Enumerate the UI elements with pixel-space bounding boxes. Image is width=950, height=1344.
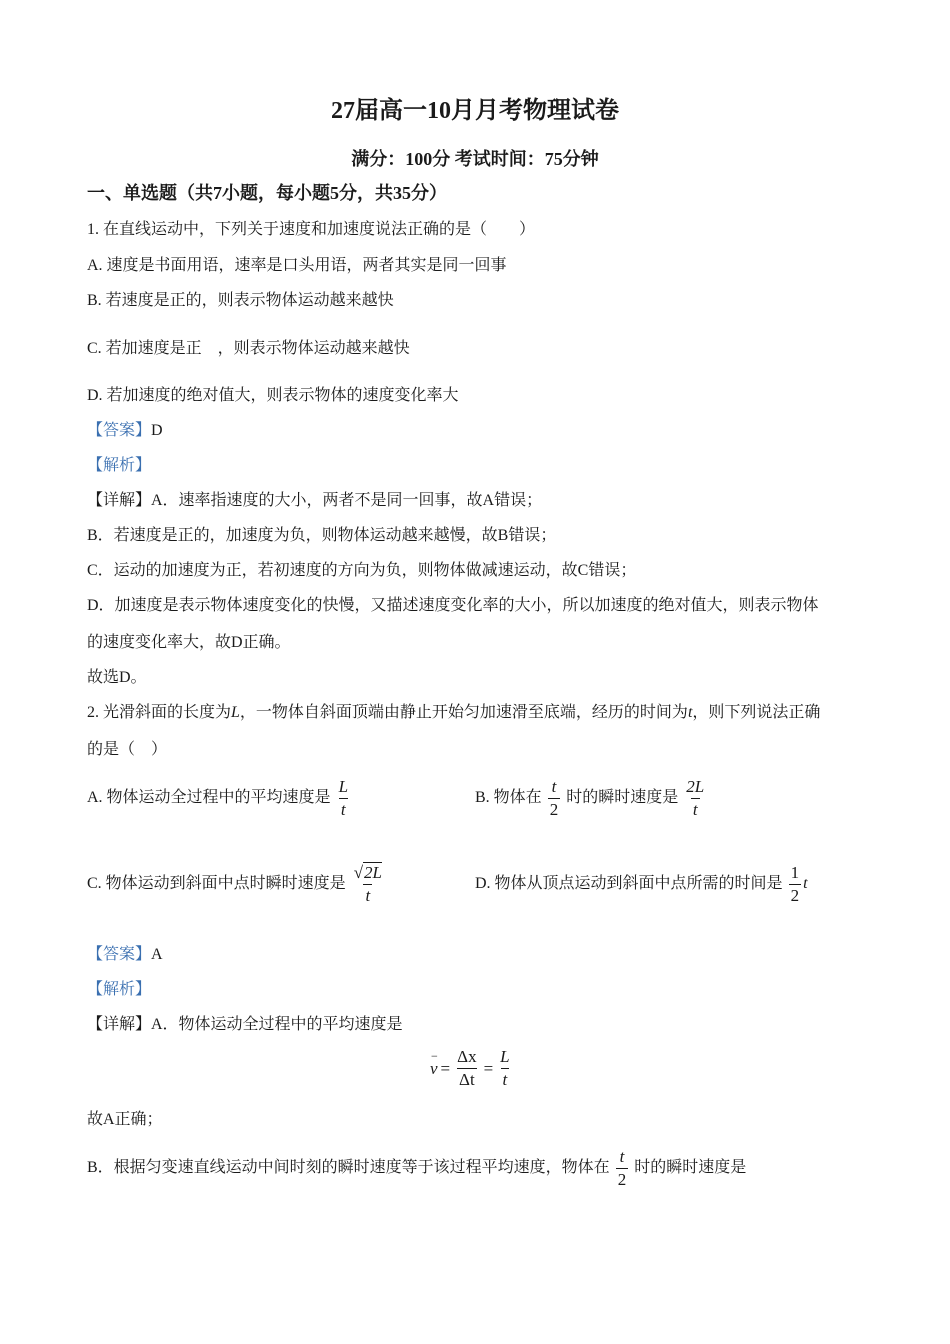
q2-stem-part1: 2. 光滑斜面的长度为 bbox=[87, 704, 232, 721]
q2-option-a bbox=[87, 775, 352, 821]
q2-var-t: t bbox=[687, 704, 693, 721]
q2-detail-2: 故A正确； bbox=[87, 1111, 163, 1128]
q2-option-b bbox=[475, 775, 708, 821]
q1-answer bbox=[87, 421, 163, 441]
option-a-text: A. 物体运动全过程中的平均速度是 bbox=[87, 789, 331, 806]
q2-detail-1: 【详解】A．物体运动全过程中的平均速度是 bbox=[87, 1016, 403, 1033]
eq-v-bar: − v bbox=[430, 1059, 438, 1079]
exam-info: 满分：100分 考试时间：75分钟 bbox=[351, 149, 599, 169]
q2-option-d bbox=[475, 861, 808, 907]
q1-option-a: A. 速度是书面用语，速率是口头用语，两者其实是同一回事 bbox=[87, 257, 507, 274]
fraction-sqrt2L-over-t: $\frac{√2L}{t}$ bbox=[353, 862, 382, 905]
q2-var-L: L bbox=[231, 704, 240, 721]
answer-value: A bbox=[151, 946, 163, 963]
q1-analysis-tag: 【解析】 bbox=[87, 457, 152, 474]
q2-stem-part3: ，则下列说法正确 bbox=[692, 704, 821, 721]
fraction-t-over-2: $\frac{t}{2}$ bbox=[549, 776, 559, 819]
fraction-1-over-2: $\frac{1}{2}$ bbox=[790, 862, 800, 905]
eq-equals-1: = bbox=[440, 1058, 451, 1078]
q1-option-b: B. 若速度是正的，则表示物体运动越来越快 bbox=[87, 292, 394, 309]
page-title: 27届高一10月月考物理试卷 bbox=[331, 98, 619, 124]
fraction-L-over-t: $\frac{L}{t}$ bbox=[338, 776, 349, 819]
option-b-text2: 时的瞬时速度是 bbox=[566, 789, 679, 806]
q1-conclusion: 故选D。 bbox=[87, 669, 147, 686]
section-heading: 一、单选题（共7小题，每小题5分，共35分） bbox=[87, 183, 447, 203]
answer-tag: 【答案】 bbox=[87, 422, 152, 439]
fraction-t-over-2-detail: $\frac{t}{2}$ bbox=[617, 1146, 627, 1189]
q2-stem-part2: ，一物体自斜面顶端由静止开始匀加速滑至底端，经历的时间为 bbox=[239, 704, 688, 721]
q1-detail-1: 【详解】A．速率指速度的大小，两者不是同一回事，故A错误； bbox=[87, 492, 543, 509]
option-b-text1: B. 物体在 bbox=[475, 789, 542, 806]
average-velocity-equation bbox=[430, 1046, 514, 1091]
q1-detail-4b: 的速度变化率大，故D正确。 bbox=[87, 634, 291, 651]
detail-3-text2: 时的瞬时速度是 bbox=[634, 1159, 747, 1176]
q1-stem: 1. 在直线运动中，下列关于速度和加速度说法正确的是（ ） bbox=[87, 221, 536, 238]
option-d-var: t bbox=[803, 875, 808, 892]
q2-detail-3 bbox=[87, 1145, 746, 1191]
q1-option-d: D. 若加速度的绝对值大，则表示物体的速度变化率大 bbox=[87, 387, 459, 404]
detail-3-text1: B．根据匀变速直线运动中间时刻的瞬时速度等于该过程平均速度，物体在 bbox=[87, 1159, 610, 1176]
option-d-text: D. 物体从顶点运动到斜面中点所需的时间是 bbox=[475, 875, 783, 892]
eq-equals-2: = bbox=[483, 1058, 494, 1078]
q1-option-c: C. 若加速度是正 ，则表示物体运动越来越快 bbox=[87, 340, 410, 357]
q2-option-c bbox=[87, 861, 386, 907]
q2-stem-line2: 的是（ ） bbox=[87, 741, 168, 758]
fraction-2L-over-t: $\frac{2L}{t}$ bbox=[686, 776, 705, 819]
option-c-text: C. 物体运动到斜面中点时瞬时速度是 bbox=[87, 875, 346, 892]
q2-stem-line1 bbox=[87, 703, 820, 723]
q1-detail-4a: D．加速度是表示物体速度变化的快慢，又描述速度变化率的大小，所以加速度的绝对值大，则表示物体 bbox=[87, 597, 819, 614]
answer-value: D bbox=[151, 422, 163, 439]
fraction-L-over-t-eq: $\frac{L}{t}$ bbox=[500, 1047, 510, 1089]
q1-detail-2: B．若速度是正的，加速度为负，则物体运动越来越慢，故B错误； bbox=[87, 527, 557, 544]
q2-answer bbox=[87, 945, 163, 965]
q2-analysis-tag: 【解析】 bbox=[87, 981, 152, 998]
fraction-dx-over-dt: $\frac{\Delta x}{\Delta t}$ bbox=[457, 1047, 477, 1089]
q1-detail-3: C．运动的加速度为正，若初速度的方向为负，则物体做减速运动，故C错误； bbox=[87, 562, 637, 579]
answer-tag: 【答案】 bbox=[87, 946, 152, 963]
